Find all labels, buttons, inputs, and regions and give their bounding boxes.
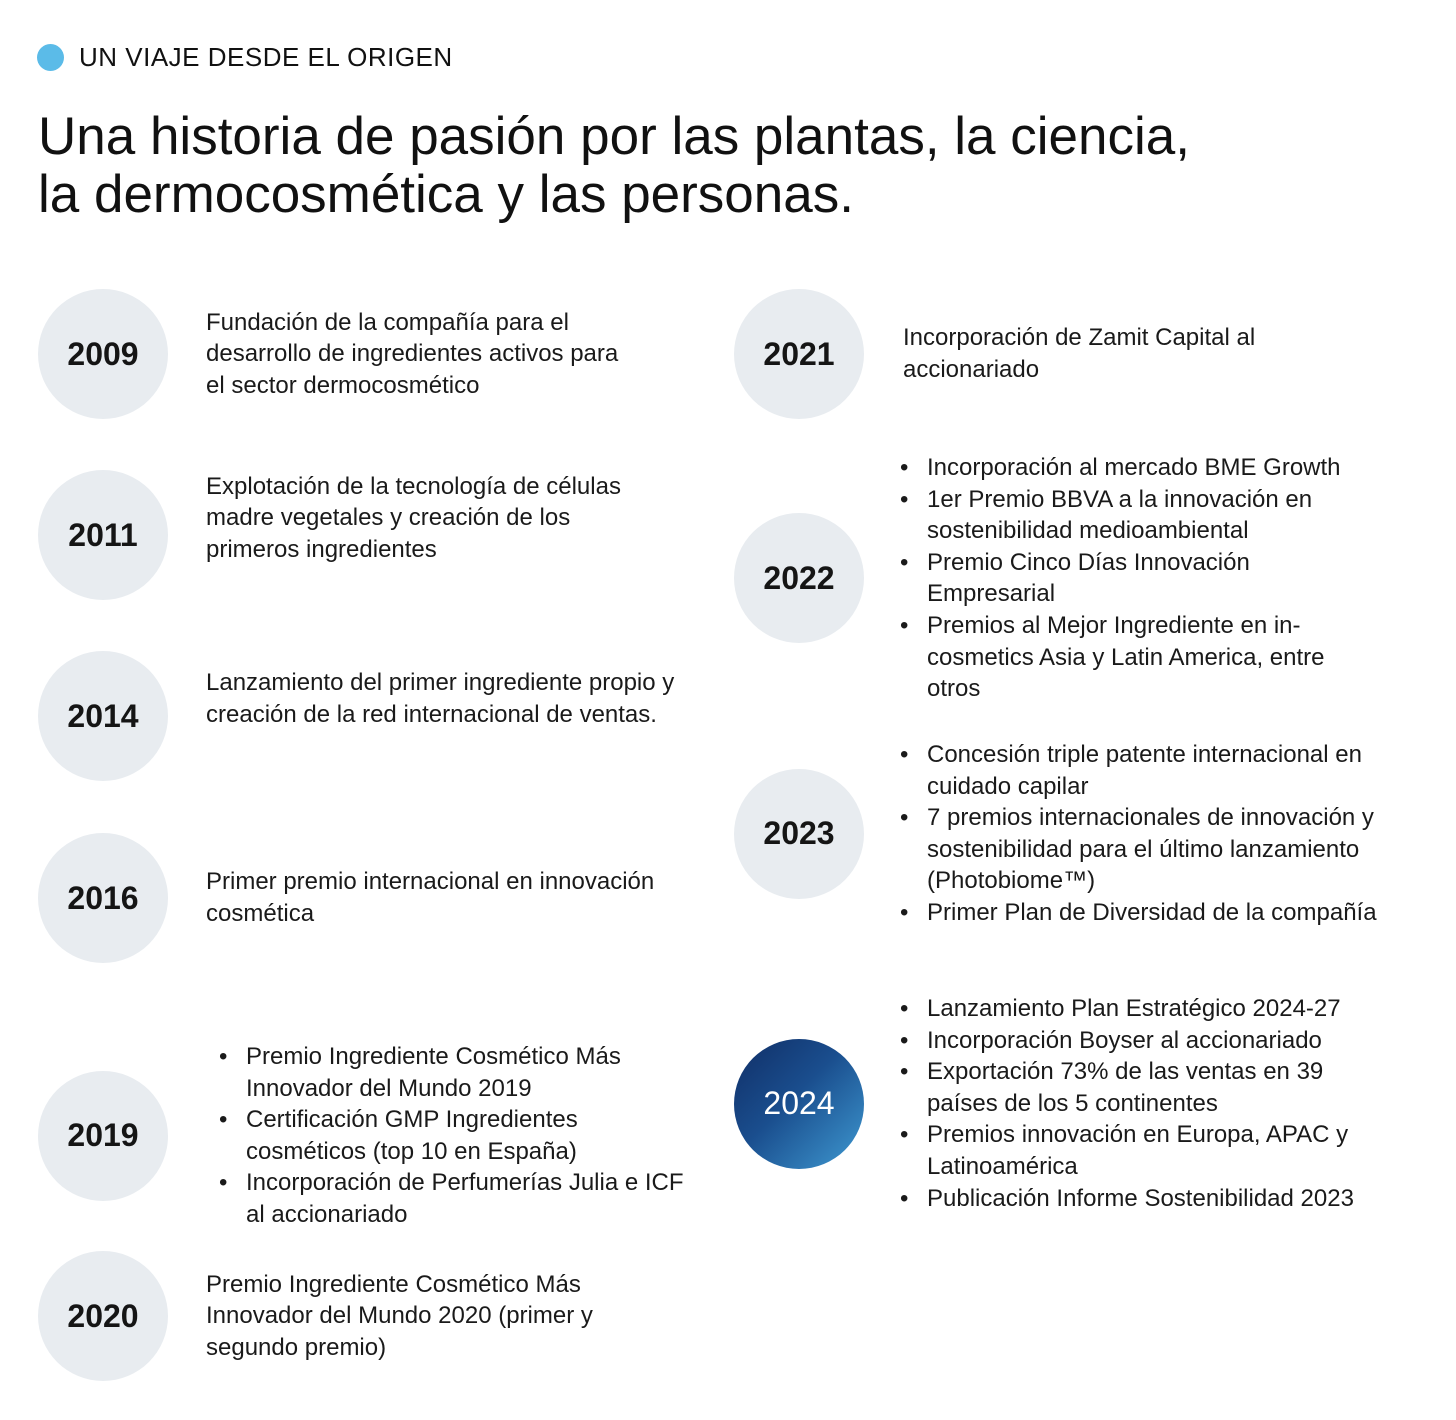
year-circle: 2022 xyxy=(734,513,864,643)
year-circle: 2011 xyxy=(38,470,168,600)
section-eyebrow xyxy=(37,42,453,73)
timeline-event-2019 xyxy=(38,1041,686,1231)
list-item: • Concesión triple patente internacional en cuidado capilar xyxy=(927,739,1377,802)
list-item: • Premio Ingrediente Cosmético Más Innovador del Mundo 2019 xyxy=(246,1041,686,1104)
list-item: • Exportación 73% de las ventas en 39 países de los 5 continentes xyxy=(927,1056,1387,1119)
year-circle: 2020 xyxy=(38,1251,168,1381)
list-item: • Certificación GMP Ingredientes cosméticos (top 10 en España) xyxy=(246,1104,686,1167)
timeline-event-2022 xyxy=(734,452,1367,705)
list-item: • Incorporación Boyser al accionariado xyxy=(927,1025,1387,1057)
event-bullet-list xyxy=(927,993,1387,1214)
event-description: Incorporación de Zamit Capital al accionariado xyxy=(903,324,1256,383)
timeline-event-2016 xyxy=(38,833,706,963)
accent-dot-icon xyxy=(37,44,64,71)
eyebrow-label: UN VIAJE DESDE EL ORIGEN xyxy=(79,42,453,72)
event-description: Fundación de la compañía para el desarrollo de ingredientes activos para el sector dermocosmético xyxy=(206,308,619,399)
list-item: • Premios al Mejor Ingrediente en in-cosmetics Asia y Latin America, entre otros xyxy=(927,610,1367,705)
list-item: • 7 premios internacionales de innovación y sostenibilidad para el último lanzamiento (Photobiome™) xyxy=(927,802,1377,897)
event-bullet-list xyxy=(927,739,1377,929)
event-description: Primer premio internacional en innovación cosmética xyxy=(206,868,655,927)
timeline-event-2009 xyxy=(38,289,626,419)
event-description: Premio Ingrediente Cosmético Más Innovador del Mundo 2020 (primer y segundo premio) xyxy=(206,1270,593,1361)
event-description: Lanzamiento del primer ingrediente propio y creación de la red internacional de ventas. xyxy=(206,669,675,728)
event-bullet-list xyxy=(246,1041,686,1231)
timeline-event-2011 xyxy=(38,470,666,600)
timeline-event-2014 xyxy=(38,651,686,781)
list-item: • Incorporación de Perfumerías Julia e ICF al accionariado xyxy=(246,1167,686,1230)
list-item: • Premios innovación en Europa, APAC y Latinoamérica xyxy=(927,1119,1387,1182)
year-circle: 2014 xyxy=(38,651,168,781)
year-circle-highlight: 2024 xyxy=(734,1039,864,1169)
year-circle: 2023 xyxy=(734,769,864,899)
year-circle: 2016 xyxy=(38,833,168,963)
list-item: • Primer Plan de Diversidad de la compañía xyxy=(927,897,1377,929)
list-item: • Premio Cinco Días Innovación Empresarial xyxy=(927,547,1367,610)
event-bullet-list xyxy=(927,452,1367,705)
list-item: • Lanzamiento Plan Estratégico 2024-27 xyxy=(927,993,1387,1025)
list-item: • Incorporación al mercado BME Growth xyxy=(927,452,1367,484)
list-item: • Publicación Informe Sostenibilidad 2023 xyxy=(927,1183,1387,1215)
year-circle: 2021 xyxy=(734,289,864,419)
timeline-event-2021 xyxy=(734,289,1303,419)
year-circle: 2019 xyxy=(38,1071,168,1201)
year-circle: 2009 xyxy=(38,289,168,419)
timeline-event-2024 xyxy=(734,993,1387,1214)
timeline-event-2020 xyxy=(38,1251,626,1381)
timeline-event-2023 xyxy=(734,739,1377,929)
event-description: Explotación de la tecnología de células madre vegetales y creación de los primeros ingredientes xyxy=(206,472,621,563)
page-title: Una historia de pasión por las plantas, la ciencia, la dermocosmética y las personas. xyxy=(38,107,1190,224)
list-item: • 1er Premio BBVA a la innovación en sostenibilidad medioambiental xyxy=(927,484,1367,547)
